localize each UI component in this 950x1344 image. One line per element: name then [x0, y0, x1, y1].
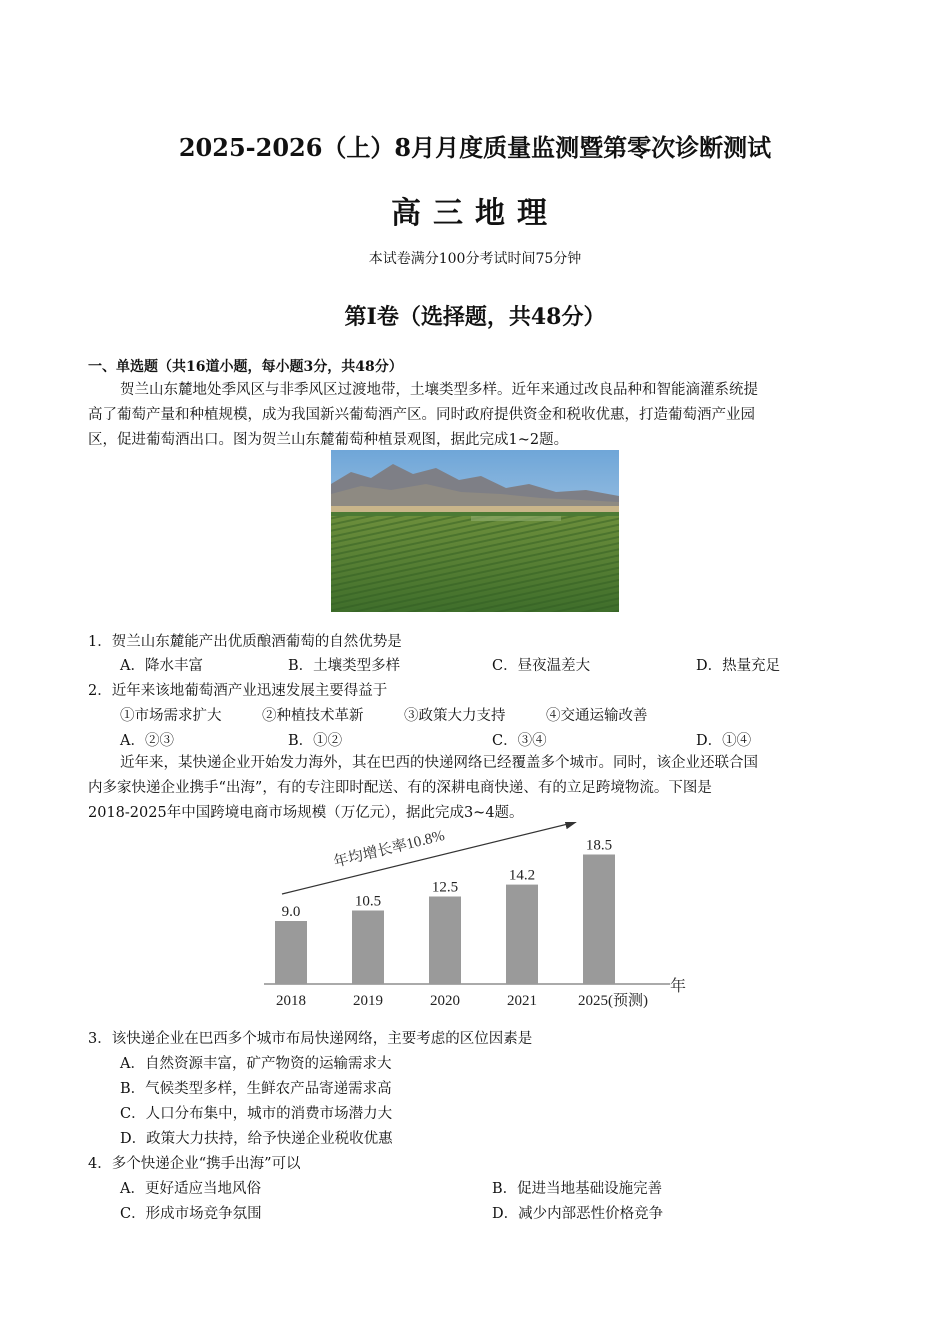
- category-label-2020: 2020: [430, 993, 460, 1009]
- q4-option-c[interactable]: C．形成市场竞争氛围: [120, 1206, 262, 1222]
- value-label-2025(预测): 18.5: [585, 837, 613, 854]
- q2-stem: 2．近年来该地葡萄酒产业迅速发展主要得益于: [88, 683, 388, 699]
- q1-option-d[interactable]: D．热量充足: [696, 658, 781, 674]
- value-label-2021: 14.2: [508, 867, 536, 884]
- value-label-2020: 12.5: [431, 879, 459, 896]
- x-axis-label: 年: [670, 978, 687, 995]
- subject-title: 高三地理: [391, 196, 559, 231]
- q2-option-b[interactable]: B．①②: [288, 733, 343, 749]
- q3-option-b[interactable]: B．气候类型多样，生鲜农产品寄递需求高: [120, 1081, 392, 1097]
- bar-2025(预测): [583, 855, 615, 985]
- q2-option-d[interactable]: D．①④: [696, 733, 752, 749]
- q1-stem: 1．贺兰山东麓能产出优质酿酒葡萄的自然优势是: [88, 634, 402, 650]
- q3-option-d[interactable]: D．政策大力扶持，给予快递企业税收优惠: [120, 1131, 393, 1147]
- q2-item-2: ②种植技术革新: [262, 708, 364, 724]
- q3-stem: 3．该快递企业在巴西多个城市布局快递网络，主要考虑的区位因素是: [88, 1031, 533, 1047]
- category-label-2021: 2021: [507, 993, 537, 1009]
- category-label-2018: 2018: [276, 993, 306, 1009]
- vineyard-landscape-photo: [331, 450, 619, 612]
- passage2-line1: 近年来，某快递企业开始发力海外，其在巴西的快递网络已经覆盖多个城市。同时，该企业还联合国: [120, 755, 758, 771]
- passage1-line3: 区，促进葡萄酒出口。图为贺兰山东麓葡萄种植景观图，据此完成1~2题。: [88, 432, 569, 448]
- q1-option-b[interactable]: B．土壤类型多样: [288, 658, 401, 674]
- q4-option-a[interactable]: A．更好适应当地风俗: [120, 1181, 261, 1197]
- q4-option-b[interactable]: B．促进当地基础设施完善: [492, 1181, 663, 1197]
- category-label-2025(预测): 2025(预测): [578, 993, 648, 1009]
- market-size-bar-chart: [250, 822, 700, 1017]
- part-title: 第Ⅰ卷（选择题，共48分）: [344, 304, 606, 330]
- q3-option-c[interactable]: C．人口分布集中，城市的消费市场潜力大: [120, 1106, 393, 1122]
- growth-annotation: 年均增长率10.8%: [332, 827, 447, 871]
- q3-option-a[interactable]: A．自然资源丰富，矿产物资的运输需求大: [120, 1056, 392, 1072]
- q1-option-a[interactable]: A．降水丰富: [120, 658, 203, 674]
- exam-title: 2025-2026（上）8月月度质量监测暨第零次诊断测试: [178, 133, 772, 162]
- passage2-line2: 内多家快递企业携手“出海”，有的专注即时配送、有的深耕电商快递、有的立足跨境物流。下图是: [88, 780, 712, 796]
- passage1-line2: 高了葡萄产量和种植规模，成为我国新兴葡萄酒产区。同时政府提供资金和税收优惠，打造葡萄酒产业园: [88, 407, 755, 423]
- bar-2019: [352, 911, 384, 985]
- value-label-2019: 10.5: [354, 893, 382, 910]
- bar-2020: [429, 897, 461, 985]
- q4-stem: 4．多个快递企业“携手出海”可以: [88, 1156, 301, 1172]
- section-heading: 一、单选题（共16道小题，每小题3分，共48分）: [88, 359, 403, 375]
- q1-option-c[interactable]: C．昼夜温差大: [492, 658, 591, 674]
- q2-item-1: ①市场需求扩大: [120, 708, 222, 724]
- q2-item-3: ③政策大力支持: [404, 708, 506, 724]
- category-label-2019: 2019: [353, 993, 383, 1009]
- bar-2021: [506, 885, 538, 984]
- q2-option-a[interactable]: A．②③: [120, 733, 174, 749]
- passage2-line3: 2018-2025年中国跨境电商市场规模（万亿元），据此完成3~4题。: [88, 805, 524, 821]
- q2-option-c[interactable]: C．③④: [492, 733, 547, 749]
- value-label-2018: 9.0: [281, 904, 301, 920]
- passage1-line1: 贺兰山东麓地处季风区与非季风区过渡地带，土壤类型多样。近年来通过改良品种和智能滴灌系统提: [120, 382, 758, 398]
- bar-2018: [275, 921, 307, 984]
- exam-info: 本试卷满分100分考试时间75分钟: [368, 251, 582, 267]
- q4-option-d[interactable]: D．减少内部恶性价格竞争: [492, 1206, 664, 1222]
- q2-item-4: ④交通运输改善: [546, 708, 648, 724]
